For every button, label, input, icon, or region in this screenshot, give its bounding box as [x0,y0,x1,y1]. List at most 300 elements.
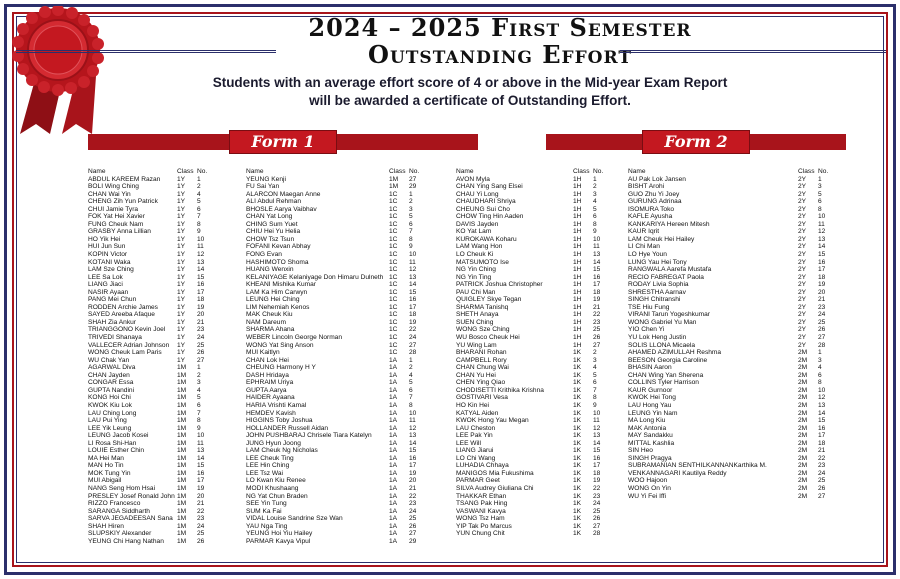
student-row [246,221,434,229]
student-number: 21 [409,484,417,492]
student-class: 1A [389,462,398,470]
student-name: BOLI Wing Ching [88,183,139,191]
header-class: Class [798,168,815,175]
student-number: 19 [197,303,205,311]
student-name: VENKANNAGARI Kautilya Reddy [628,469,727,477]
student-class: 1H [573,251,582,259]
student-number: 12 [593,424,601,432]
student-row [628,349,843,357]
student-number: 24 [818,469,826,477]
student-class: 2Y [798,303,807,311]
student-number: 26 [409,522,417,530]
student-class: 2M [798,484,808,492]
student-class: 2Y [798,220,807,228]
student-number: 5 [593,371,597,379]
student-name: AVON Myla [456,175,490,183]
student-name: SARANGA Siddharth [88,507,150,515]
student-name: PRESLEY Josef Ronald John [88,492,175,500]
student-number: 25 [197,341,205,349]
student-class: 1A [389,417,398,425]
student-name: SHARMA Tanishq [456,303,509,311]
student-class: 2Y [798,258,807,266]
student-class: 1A [389,439,398,447]
student-name: BISHT Arohi [628,183,665,191]
student-name: RODDEN Archie James [88,303,158,311]
student-class: 2M [798,454,808,462]
student-number: 7 [197,409,201,417]
student-class: 1H [573,258,582,266]
student-number: 27 [409,341,417,349]
student-name: HOLLANDER Russell Aidan [246,424,329,432]
student-number: 16 [197,281,205,289]
student-name: PAU Chi Man [456,288,496,296]
student-class: 2Y [798,228,807,236]
student-number: 23 [593,492,601,500]
student-name: GUPTA Nandini [88,386,135,394]
student-name: KHEANI Mishika Kumar [246,281,316,289]
student-name: BEESON Georgia Caroline [628,356,708,364]
student-number: 3 [818,356,822,364]
student-class: 1M [389,175,399,183]
header-class: Class [389,168,406,175]
student-number: 5 [409,379,413,387]
header-no: No. [593,168,604,175]
student-row [456,455,618,463]
student-class: 1C [389,311,398,319]
student-class: 1M [389,183,399,191]
student-name: WU Yi Fei Iffi [628,492,666,500]
student-number: 5 [197,198,201,206]
student-name: LEUNG Jacob Kosei [88,432,149,440]
student-number: 28 [593,530,601,538]
student-name: KOPIN Victor [88,251,128,259]
student-number: 1 [197,364,201,372]
student-row [88,440,222,448]
student-row [456,364,618,372]
student-number: 13 [593,251,601,259]
student-name: HASHIMOTO Shoma [246,258,309,266]
student-class: 1M [177,492,187,500]
student-class: 1Y [177,281,186,289]
student-row [88,183,222,191]
student-row [88,432,222,440]
title-line-1: 2024 – 2025 First Semester [308,13,692,42]
student-row [246,394,434,402]
student-number: 27 [593,341,601,349]
student-class: 1Y [177,251,186,259]
student-class: 2Y [798,296,807,304]
student-number: 26 [593,334,601,342]
student-row [246,334,434,342]
student-row [628,326,843,334]
student-number: 1 [409,190,413,198]
student-name: KAUR Gurnoor [628,386,673,394]
student-number: 22 [409,492,417,500]
student-class: 1Y [177,243,186,251]
student-number: 9 [197,424,201,432]
student-number: 17 [409,303,417,311]
title-divider-left [16,50,276,53]
student-number: 3 [197,379,201,387]
student-row [88,274,222,282]
student-class: 1Y [177,303,186,311]
student-class: 1M [177,432,187,440]
student-class: 1C [389,220,398,228]
student-row [456,206,618,214]
student-number: 6 [593,213,597,221]
student-number: 10 [818,386,826,394]
student-class: 1C [389,349,398,357]
student-row [628,236,843,244]
student-row [628,221,843,229]
student-number: 4 [818,364,822,372]
student-name: LUHADIA Chhaya [456,462,509,470]
student-name: ISOMURA Toko [628,205,675,213]
student-number: 5 [818,190,822,198]
column-header [628,168,843,176]
student-name: KUROKAWA Koharu [456,235,517,243]
student-row [456,477,618,485]
student-row [628,319,843,327]
student-row [246,523,434,531]
student-class: 1H [573,281,582,289]
student-row [246,296,434,304]
student-name: LEE Pak Yin [456,432,493,440]
student-number: 15 [593,447,601,455]
student-number: 20 [197,311,205,319]
student-class: 1Y [177,273,186,281]
student-row [456,425,618,433]
student-name: SEE Yin Tung [246,500,287,508]
student-row [88,455,222,463]
student-name: SHAH Hiren [88,522,124,530]
student-name: YU Lok Heng Justin [628,334,687,342]
student-row [456,530,618,538]
student-number: 2 [409,364,413,372]
student-row [456,372,618,380]
student-name: KAUR Iqrit [628,228,660,236]
student-row [246,440,434,448]
student-row [246,455,434,463]
student-class: 1M [177,484,187,492]
student-class: 1K [573,515,582,523]
student-name: SIN Heo [628,447,653,455]
student-row [628,485,843,493]
student-class: 1A [389,515,398,523]
student-number: 4 [409,371,413,379]
student-number: 21 [197,500,205,508]
student-number: 4 [593,364,597,372]
student-name: CHEUNG Harmony H Y [246,364,316,372]
student-name: HEMDEV Kavish [246,409,296,417]
student-number: 18 [818,273,826,281]
student-row [88,326,222,334]
student-name: HAIDER Ayaana [246,394,295,402]
student-class: 1A [389,447,398,455]
student-name: PANG Mei Chun [88,296,137,304]
student-class: 1Y [177,175,186,183]
student-class: 2M [798,417,808,425]
student-number: 11 [593,417,600,425]
student-class: 2M [798,447,808,455]
student-name: LAM Cheuk Hei Hailey [628,235,695,243]
student-class: 1Y [177,220,186,228]
student-row [456,191,618,199]
student-name: SHETH Anaya [456,311,499,319]
student-name: YIP Tak Po Marcus [456,522,512,530]
student-name: LAM Cheuk Ng Nicholas [246,447,318,455]
student-class: 1Y [177,183,186,191]
student-class: 1Y [177,334,186,342]
student-row [456,251,618,259]
student-name: VIDAL Louise Sandrine Sze Wan [246,515,343,523]
student-name: FOFANI Kevan Abhay [246,243,311,251]
student-number: 7 [197,213,201,221]
student-number: 25 [593,507,601,515]
student-class: 1A [389,492,398,500]
student-number: 15 [593,266,601,274]
student-row [246,515,434,523]
student-class: 1H [573,213,582,221]
student-class: 1A [389,379,398,387]
student-class: 1H [573,311,582,319]
student-name: KONG Hoi Chi [88,394,131,402]
student-number: 14 [409,439,417,447]
student-class: 1K [573,432,582,440]
student-name: FUNG Cheuk Nam [88,220,144,228]
student-row [456,243,618,251]
student-row [88,402,222,410]
student-name: SLUPSKIY Alexander [88,530,152,538]
student-row [88,176,222,184]
student-number: 21 [818,447,826,455]
student-row [246,243,434,251]
student-class: 2M [798,356,808,364]
student-name: BHASIN Aaron [628,364,672,372]
header-name: Name [88,168,106,175]
student-name: SINGH Chitranshi [628,296,681,304]
student-row [88,289,222,297]
student-name: LAU Cheston [456,424,496,432]
student-class: 2M [798,401,808,409]
student-row [456,311,618,319]
student-class: 1A [389,386,398,394]
student-class: 1C [389,243,398,251]
student-number: 19 [818,281,826,289]
student-number: 6 [409,220,413,228]
student-row [628,455,843,463]
student-number: 27 [197,356,205,364]
student-class: 2Y [798,288,807,296]
student-row [246,274,434,282]
student-row [628,462,843,470]
student-number: 13 [197,447,205,455]
student-row [456,387,618,395]
student-name: MUI Kaitlyn [246,349,280,357]
student-row [456,357,618,365]
student-number: 6 [197,205,201,213]
student-row [628,477,843,485]
student-name: TRIANGGONO Kevin Joel [88,326,166,334]
student-name: CHAN Wai Yin [88,190,131,198]
student-row [88,425,222,433]
student-name: YIO Chen Yi [628,326,665,334]
student-name: PARMAR Geet [456,477,500,485]
student-name: GOSTIVARI Vesa [456,394,508,402]
student-row [88,228,222,236]
student-name: MATSUMOTO Ise [456,258,509,266]
student-class: 1A [389,454,398,462]
student-name: MOK Tung Yin [88,469,131,477]
student-row [628,311,843,319]
student-name: SAYED Areeba Afaque [88,311,155,319]
award-rosette-icon [6,6,114,136]
student-name: PATRICK Joshua Christopher [456,281,543,289]
student-name: COLLINS Tyler Harrison [628,379,699,387]
student-number: 17 [593,462,601,470]
student-row [628,334,843,342]
student-name: CHEN Ying Qiao [456,379,506,387]
student-row [456,221,618,229]
student-name: LEUNG Yin Nam [628,409,678,417]
header-name: Name [456,168,474,175]
student-row [246,364,434,372]
student-row [456,213,618,221]
student-name: LEE Tsz Wai [246,469,284,477]
student-class: 1K [573,371,582,379]
student-class: 1C [389,258,398,266]
student-class: 2M [798,492,808,500]
student-row [246,251,434,259]
student-number: 13 [197,258,205,266]
header-class: Class [573,168,590,175]
student-class: 1M [177,477,187,485]
student-row [246,410,434,418]
student-class: 2M [798,469,808,477]
student-row [246,266,434,274]
student-number: 6 [409,386,413,394]
header-no: No. [818,168,829,175]
student-class: 2Y [798,190,807,198]
student-row [88,387,222,395]
student-number: 5 [197,394,201,402]
student-row [88,470,222,478]
student-class: 1M [177,364,187,372]
student-name: CHAN Lok Hei [246,356,289,364]
student-number: 8 [409,235,413,243]
student-number: 1 [818,175,822,183]
student-row [88,500,222,508]
student-number: 1 [409,356,413,364]
student-row [456,274,618,282]
student-name: LO Hye Youn [628,251,667,259]
student-class: 1Y [177,311,186,319]
student-number: 29 [409,537,417,545]
student-class: 2M [798,394,808,402]
student-row [246,379,434,387]
student-row [246,447,434,455]
student-row [628,342,843,350]
student-class: 2Y [798,311,807,319]
student-row [456,342,618,350]
student-name: MAK Antonia [628,424,667,432]
student-class: 1A [389,371,398,379]
student-number: 5 [593,205,597,213]
student-row [246,530,434,538]
student-class: 2Y [798,318,807,326]
student-class: 1A [389,364,398,372]
student-class: 1C [389,318,398,326]
student-class: 1C [389,281,398,289]
student-class: 1Y [177,228,186,236]
student-row [628,266,843,274]
student-name: SILVA Audrey Giuliana Chi [456,484,534,492]
student-row [246,500,434,508]
student-number: 13 [409,432,417,440]
student-row [88,319,222,327]
student-name: LOUIE Esther Chin [88,447,145,455]
student-class: 1K [573,394,582,402]
student-name: GURUNG Adrinaa [628,198,682,206]
student-name: LEE Will [456,439,481,447]
student-number: 4 [197,190,201,198]
student-name: CHAN Yat Long [246,213,293,221]
student-name: LEE Yik Leung [88,424,132,432]
student-number: 8 [593,220,597,228]
student-class: 2M [798,409,808,417]
student-row [88,477,222,485]
student-row [456,379,618,387]
student-row [628,440,843,448]
student-number: 19 [593,296,601,304]
student-number: 24 [818,311,826,319]
student-name: SUM Ka Fai [246,507,282,515]
student-name: GRASBY Anna Lillian [88,228,151,236]
student-number: 19 [593,477,601,485]
student-row [246,213,434,221]
student-row [628,213,843,221]
student-class: 2M [798,432,808,440]
student-class: 1C [389,251,398,259]
student-class: 2Y [798,183,807,191]
student-class: 1K [573,439,582,447]
student-row [88,191,222,199]
student-class: 1A [389,401,398,409]
student-class: 1M [177,409,187,417]
student-class: 1M [177,500,187,508]
student-number: 21 [818,296,826,304]
student-class: 1C [389,341,398,349]
student-class: 1A [389,522,398,530]
student-class: 2Y [798,326,807,334]
student-row [628,304,843,312]
student-name: FONG Evan [246,251,282,259]
student-number: 15 [197,462,205,470]
student-name: MODI Khushaang [246,484,299,492]
student-number: 25 [593,326,601,334]
student-class: 2Y [798,341,807,349]
student-row [456,296,618,304]
student-class: 1M [177,439,187,447]
student-name: JOHN PUSHBARAJ Chrisele Tiara Katelyn [246,432,372,440]
student-class: 1M [177,424,187,432]
student-class: 2M [798,371,808,379]
student-class: 1Y [177,341,186,349]
student-name: LEE Sa Lok [88,273,123,281]
student-class: 2M [798,477,808,485]
student-class: 1A [389,409,398,417]
student-number: 10 [593,235,601,243]
